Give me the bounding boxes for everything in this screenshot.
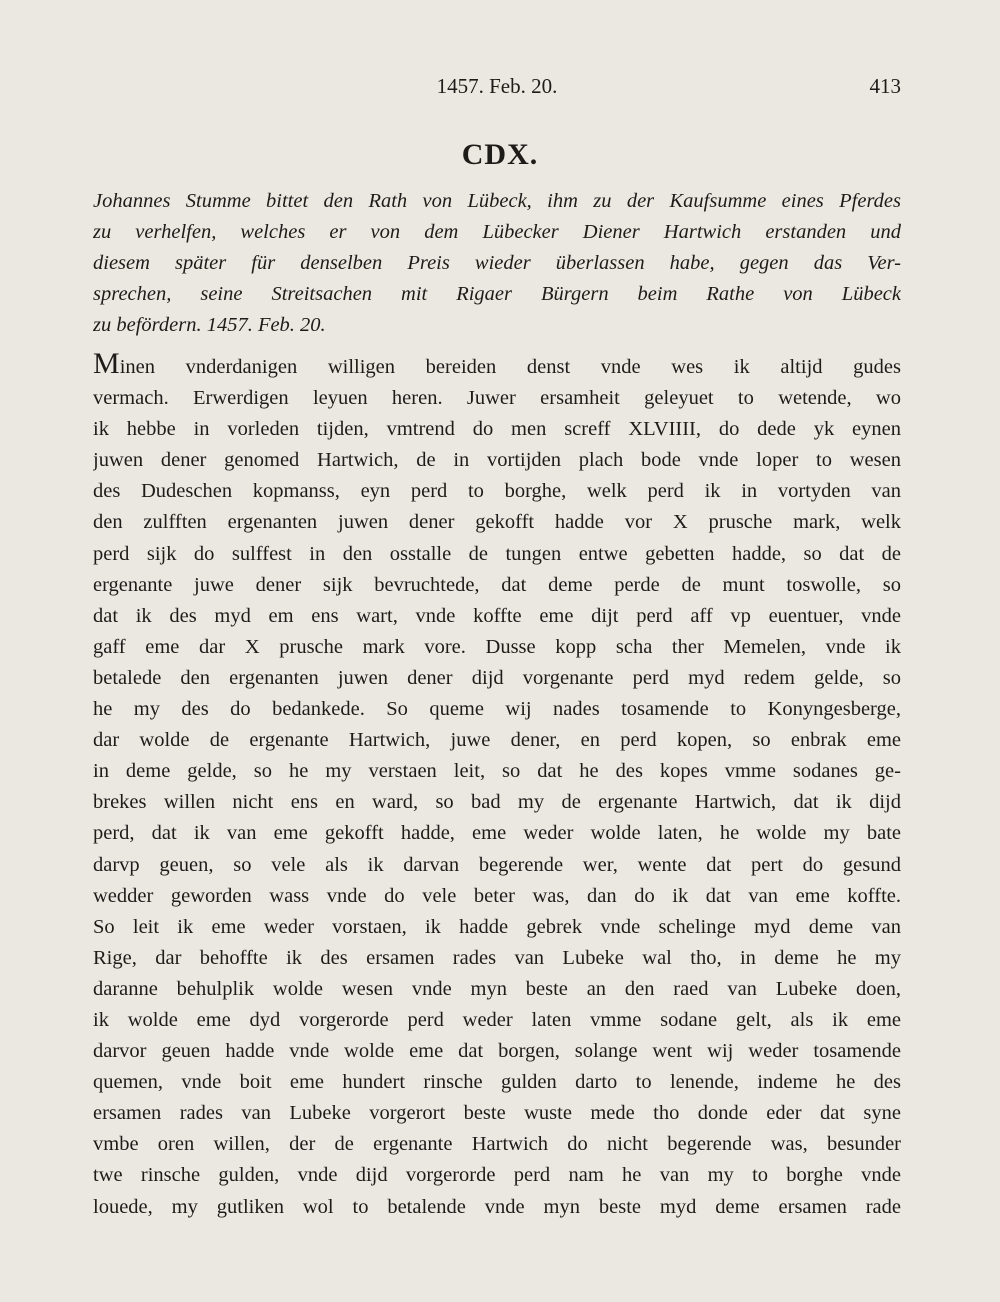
body-line: perd, dat ik van eme gekofft hadde, eme weder wolde laten, he wolde my bate: [93, 822, 901, 845]
document-body: [93, 352, 901, 1223]
body-line: darvor geuen hadde vnde wolde eme dat borgen, solange went wij weder tosamende: [93, 1040, 901, 1063]
summary-line: zu verhelfen, welches er von dem Lübecker Diener Hartwich erstanden und: [93, 221, 901, 243]
summary-line: zu befördern. 1457. Feb. 20.: [93, 314, 326, 336]
header-date: 1457. Feb. 20.: [436, 74, 558, 98]
summary-line: diesem später für denselben Preis wieder überlassen habe, gegen das Ver-: [93, 252, 901, 274]
body-lines: [93, 383, 901, 1223]
body-line: Rige, dar behoffte ik des ersamen rades van Lubeke wal tho, in deme he my: [93, 946, 901, 969]
body-line: daranne behulplik wolde wesen vnde myn beste an den raed van Lubeke doen,: [93, 977, 901, 1000]
body-line: ik wolde eme dyd vorgerorde perd weder laten vmme sodane gelt, als ik eme: [93, 1008, 901, 1031]
body-line: darvp geuen, so vele als ik darvan begerende wer, wente dat pert do gesund: [93, 853, 901, 876]
document-summary: [93, 186, 901, 341]
running-header: [93, 74, 901, 104]
body-line: ersamen rades van Lubeke vorgerort beste wuste mede tho donde eder dat syne: [93, 1102, 901, 1125]
body-line: brekes willen nicht ens en ward, so bad my de ergenante Hartwich, dat ik dijd: [93, 791, 901, 814]
body-line: twe rinsche gulden, vnde dijd vorgerorde perd nam he van my to borghe vnde: [93, 1164, 901, 1187]
body-line: betalede den ergenanten juwen dener dijd vorgenante perd myd redem gelde, so: [93, 666, 901, 689]
body-first-line: [93, 352, 901, 383]
document-number-title: CDX.: [461, 138, 539, 171]
body-line: he my des do bedankede. So queme wij nades tosamende to Konyngesberge,: [93, 698, 901, 721]
initial-letter: M: [93, 352, 120, 380]
body-line: gaff eme dar X prusche mark vore. Dusse kopp scha ther Memelen, vnde ik: [93, 635, 901, 658]
body-line: quemen, vnde boit eme hundert rinsche gulden darto to lenende, indeme he des: [93, 1071, 901, 1094]
body-line: wedder geworden wass vnde do vele beter was, dan do ik dat van eme koffte.: [93, 884, 901, 907]
page-number: 413: [869, 74, 901, 98]
body-line: dat ik des myd em ens wart, vnde koffte eme dijt perd aff vp euentuer, vnde: [93, 604, 901, 627]
body-line: louede, my gutliken wol to betalende vnde myn beste myd deme ersamen rade: [93, 1195, 901, 1218]
body-line: vermach. Erwerdigen leyuen heren. Juwer ersamheit geleyuet to wetende, wo: [93, 387, 901, 410]
body-line: des Dudeschen kopmanss, eyn perd to borghe, welk perd ik in vortyden van: [93, 480, 901, 503]
summary-line: sprechen, seine Streitsachen mit Rigaer Bürgern beim Rathe von Lübeck: [93, 283, 901, 305]
body-line: in deme gelde, so he my verstaen leit, so dat he des kopes vmme sodanes ge-: [93, 760, 901, 783]
body-line: ik hebbe in vorleden tijden, vmtrend do men screff XLVIIII, do dede yk eynen: [93, 418, 901, 441]
body-line: ergenante juwe dener sijk bevruchtede, dat deme perde de munt toswolle, so: [93, 573, 901, 596]
body-line: vmbe oren willen, der de ergenante Hartwich do nicht begerende was, besunder: [93, 1133, 901, 1156]
first-line-text: inen vnderdanigen willigen bereiden denst vnde wes ik altijd gudes: [119, 356, 901, 378]
body-line: So leit ik eme weder vorstaen, ik hadde gebrek vnde schelinge myd deme van: [93, 915, 901, 938]
body-line: den zulfften ergenanten juwen dener gekofft hadde vor X prusche mark, welk: [93, 511, 901, 534]
summary-line: Johannes Stumme bittet den Rath von Lübeck, ihm zu der Kaufsumme eines Pferdes: [93, 190, 901, 212]
body-line: juwen dener genomed Hartwich, de in vortijden plach bode vnde loper to wesen: [93, 449, 901, 472]
body-line: dar wolde de ergenante Hartwich, juwe dener, en perd kopen, so enbrak eme: [93, 729, 901, 752]
body-line: perd sijk do sulffest in den osstalle de tungen entwe gebetten hadde, so dat de: [93, 542, 901, 565]
